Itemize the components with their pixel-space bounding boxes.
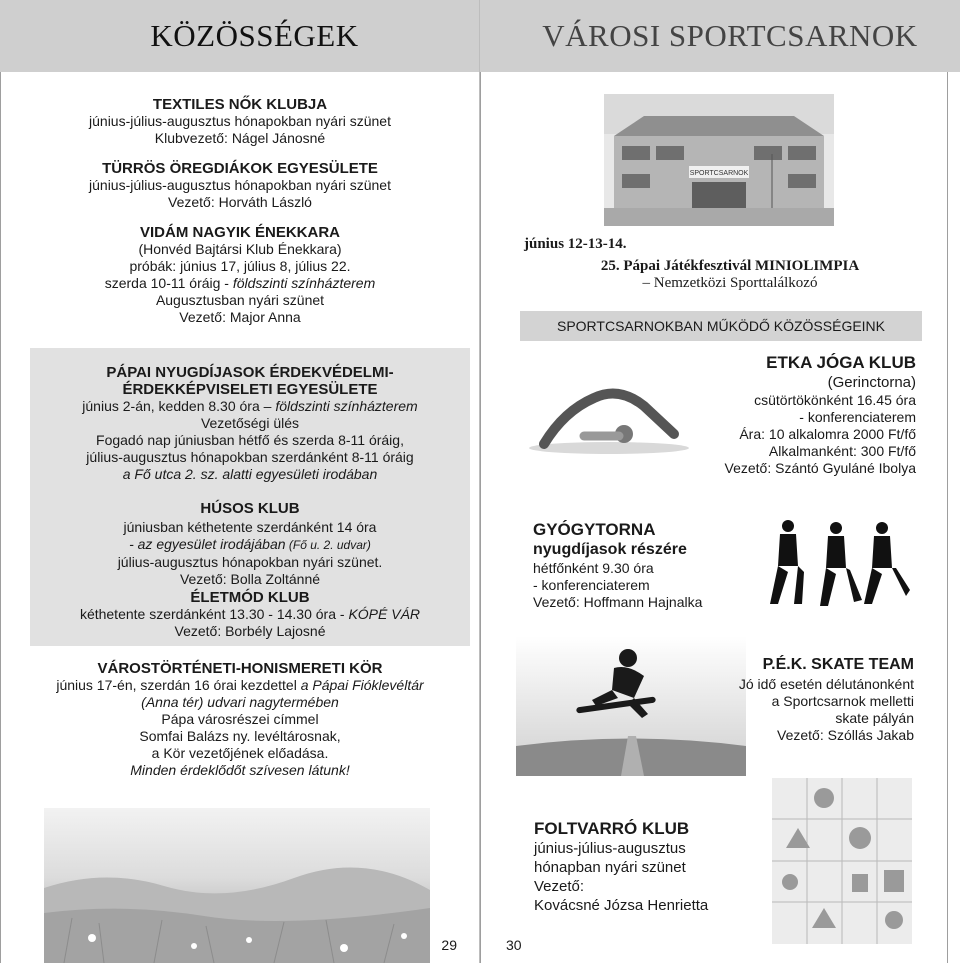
turros-line2: Vezető: Horváth László	[168, 194, 312, 210]
section-tag: SPORTCSARNOKBAN MŰKÖDŐ KÖZÖSSÉGEINK	[520, 311, 922, 341]
eletmod-section	[30, 589, 470, 640]
etka-section	[700, 353, 916, 477]
vidam-line4: Augusztusban nyári szünet	[155, 292, 325, 308]
husos-line2-place: - az egyesület irodájában	[129, 536, 286, 552]
etka-line3: - konferenciaterem	[799, 409, 916, 425]
eletmod-line1-venue: KÓPÉ VÁR	[348, 606, 421, 622]
varos-line1	[0, 677, 480, 694]
eletmod-line1-time: kéthetente szerdánként 13.30 - 14.30 óra -	[79, 606, 349, 622]
skate-line4: Vezető: Szóllás Jakab	[777, 727, 914, 743]
vidam-line3	[0, 275, 480, 292]
left-header-title: KÖZÖSSÉGEK	[150, 18, 359, 53]
papai-line5: a Fő utca 2. sz. alatti egyesületi irodában	[122, 466, 378, 482]
varos-line5: a Kör vezetőjének előadása.	[151, 745, 329, 761]
right-header-title: VÁROSI SPORTCSARNOK	[542, 18, 918, 53]
yoga-illustration	[524, 376, 694, 456]
turros-section	[0, 160, 480, 211]
quilt-image	[772, 778, 912, 944]
vidam-line3-venue: földszinti színházterem	[232, 275, 376, 291]
skate-line1: Jó idő esetén délutánonként	[738, 676, 914, 692]
textiles-line2: Klubvezető: Nágel Jánosné	[154, 130, 326, 146]
folt-line2: hónapban nyári szünet	[534, 859, 686, 876]
event-section	[520, 258, 940, 292]
meadow-image	[44, 808, 430, 963]
varos-line2: (Anna tér) udvari nagytermében	[141, 694, 339, 710]
gymnastics-figures	[764, 516, 912, 612]
folt-line1: június-július-augusztus	[534, 840, 686, 857]
right-header-band	[480, 0, 960, 72]
vidam-line1: (Honvéd Bajtársi Klub Énekkara)	[138, 241, 342, 257]
varos-line4: Somfai Balázs ny. levéltárosnak,	[139, 728, 341, 744]
etka-line6: Vezető: Szántó Gyuláné Ibolya	[724, 460, 916, 476]
etka-line2: csütörtökönként 16.45 óra	[754, 392, 916, 408]
papai-line3: Fogadó nap júniusban hétfő és szerda 8-11 óráig,	[96, 432, 404, 448]
building-sign: SPORTCSARNOK	[689, 170, 749, 177]
eletmod-title: ÉLETMÓD KLUB	[190, 589, 310, 606]
building-illustration	[604, 94, 834, 226]
varos-line6: Minden érdeklődőt szívesen látunk!	[130, 762, 350, 778]
skate-line2: a Sportcsarnok melletti	[771, 693, 914, 709]
turros-line1: június-július-augusztus hónapokban nyári szünet	[89, 177, 391, 193]
left-page-number: 29	[441, 937, 457, 953]
papai-section	[30, 364, 470, 483]
vidam-line2: próbák: június 17, július 8, július 22.	[129, 258, 351, 274]
skate-title: P.É.K. SKATE TEAM	[762, 656, 914, 673]
etka-line5: Alkalmanként: 300 Ft/fő	[768, 443, 916, 459]
etka-line1: (Gerinctorna)	[827, 374, 916, 391]
gyogy-line2: - konferenciaterem	[533, 577, 650, 593]
sportcsarnok-building-photo	[604, 94, 834, 226]
etka-line4: Ára: 10 alkalomra 2000 Ft/fő	[739, 426, 916, 442]
eletmod-line2: Vezető: Borbély Lajosné	[174, 623, 326, 639]
textiles-section	[0, 96, 480, 147]
husos-line4: Vezető: Bolla Zoltánné	[179, 571, 321, 587]
papai-title-1: PÁPAI NYUGDÍJASOK ÉRDEKVÉDELMI-	[106, 364, 394, 381]
event-subtitle: – Nemzetközi Sporttalálkozó	[642, 275, 818, 291]
turros-title: TÜRRÖS ÖREGDIÁKOK EGYESÜLETE	[102, 160, 378, 177]
varos-line3: Pápa városrészei címmel	[161, 711, 319, 727]
textiles-line1: június-július-augusztus hónapokban nyári szünet	[89, 113, 391, 129]
right-page-number: 30	[506, 937, 522, 953]
vidam-line3-time: szerda 10-11 óráig -	[104, 275, 233, 291]
folt-section	[534, 818, 764, 915]
event-date: június 12-13-14.	[524, 236, 627, 252]
gyogy-line3: Vezető: Hoffmann Hajnalka	[533, 594, 703, 610]
event-title: 25. Pápai Játékfesztivál MINIOLIMPIA	[600, 258, 860, 274]
papai-line1	[30, 398, 470, 415]
right-page-edge-line	[480, 72, 481, 963]
textiles-title: TEXTILES NŐK KLUBJA	[152, 96, 328, 113]
husos-title: HÚSOS KLUB	[200, 500, 300, 517]
papai-line4: július-augusztus hónapokban szerdánként 8-11 óráig	[86, 449, 414, 465]
yoga-photo	[524, 376, 694, 456]
husos-line3: július-augusztus hónapokban nyári szünet.	[117, 554, 383, 570]
gyogy-title-2: nyugdíjasok részére	[533, 541, 687, 558]
gyogy-line1: hétfőnként 9.30 óra	[533, 560, 654, 576]
gymnastics-illustration	[764, 516, 912, 612]
folt-title: FOLTVARRÓ KLUB	[534, 819, 690, 838]
quilt-illustration	[772, 778, 912, 944]
vidam-line5: Vezető: Major Anna	[179, 309, 301, 325]
papai-line1-date: június 2-án, kedden 8.30 óra –	[82, 398, 276, 414]
varos-section	[0, 660, 480, 779]
papai-title-2: ÉRDEKKÉPVISELETI EGYESÜLETE	[122, 381, 378, 398]
left-header-band	[0, 0, 479, 72]
husos-section	[30, 500, 470, 588]
gyogy-section	[533, 520, 763, 611]
skate-section	[680, 654, 914, 744]
varos-line1-date: június 17-én, szerdán 16 órai kezdettel	[56, 677, 301, 693]
husos-line2-address: (Fő u. 2. udvar)	[285, 538, 371, 552]
papai-line2: Vezetőségi ülés	[200, 415, 300, 431]
varos-line1-venue: a Pápai Fióklevéltár	[300, 677, 424, 693]
folt-line4: Kovácsné Józsa Henrietta	[534, 897, 709, 914]
eletmod-line1	[30, 606, 470, 623]
husos-line2	[30, 536, 470, 554]
meadow-illustration	[44, 808, 430, 963]
skate-line3: skate pályán	[835, 710, 914, 726]
folt-line3: Vezető:	[534, 878, 585, 895]
gyogy-title-1: GYÓGYTORNA	[533, 520, 656, 539]
papai-line1-venue: földszinti színházterem	[275, 398, 418, 414]
etka-title: ETKA JÓGA KLUB	[766, 353, 916, 372]
vidam-section	[0, 224, 480, 326]
husos-line1: júniusban kéthetente szerdánként 14 óra	[123, 519, 377, 535]
vidam-title: VIDÁM NAGYIK ÉNEKKARA	[139, 224, 340, 241]
varos-title: VÁROSTÖRTÉNETI-HONISMERETI KÖR	[97, 660, 383, 677]
right-page-outer-line	[947, 72, 948, 963]
